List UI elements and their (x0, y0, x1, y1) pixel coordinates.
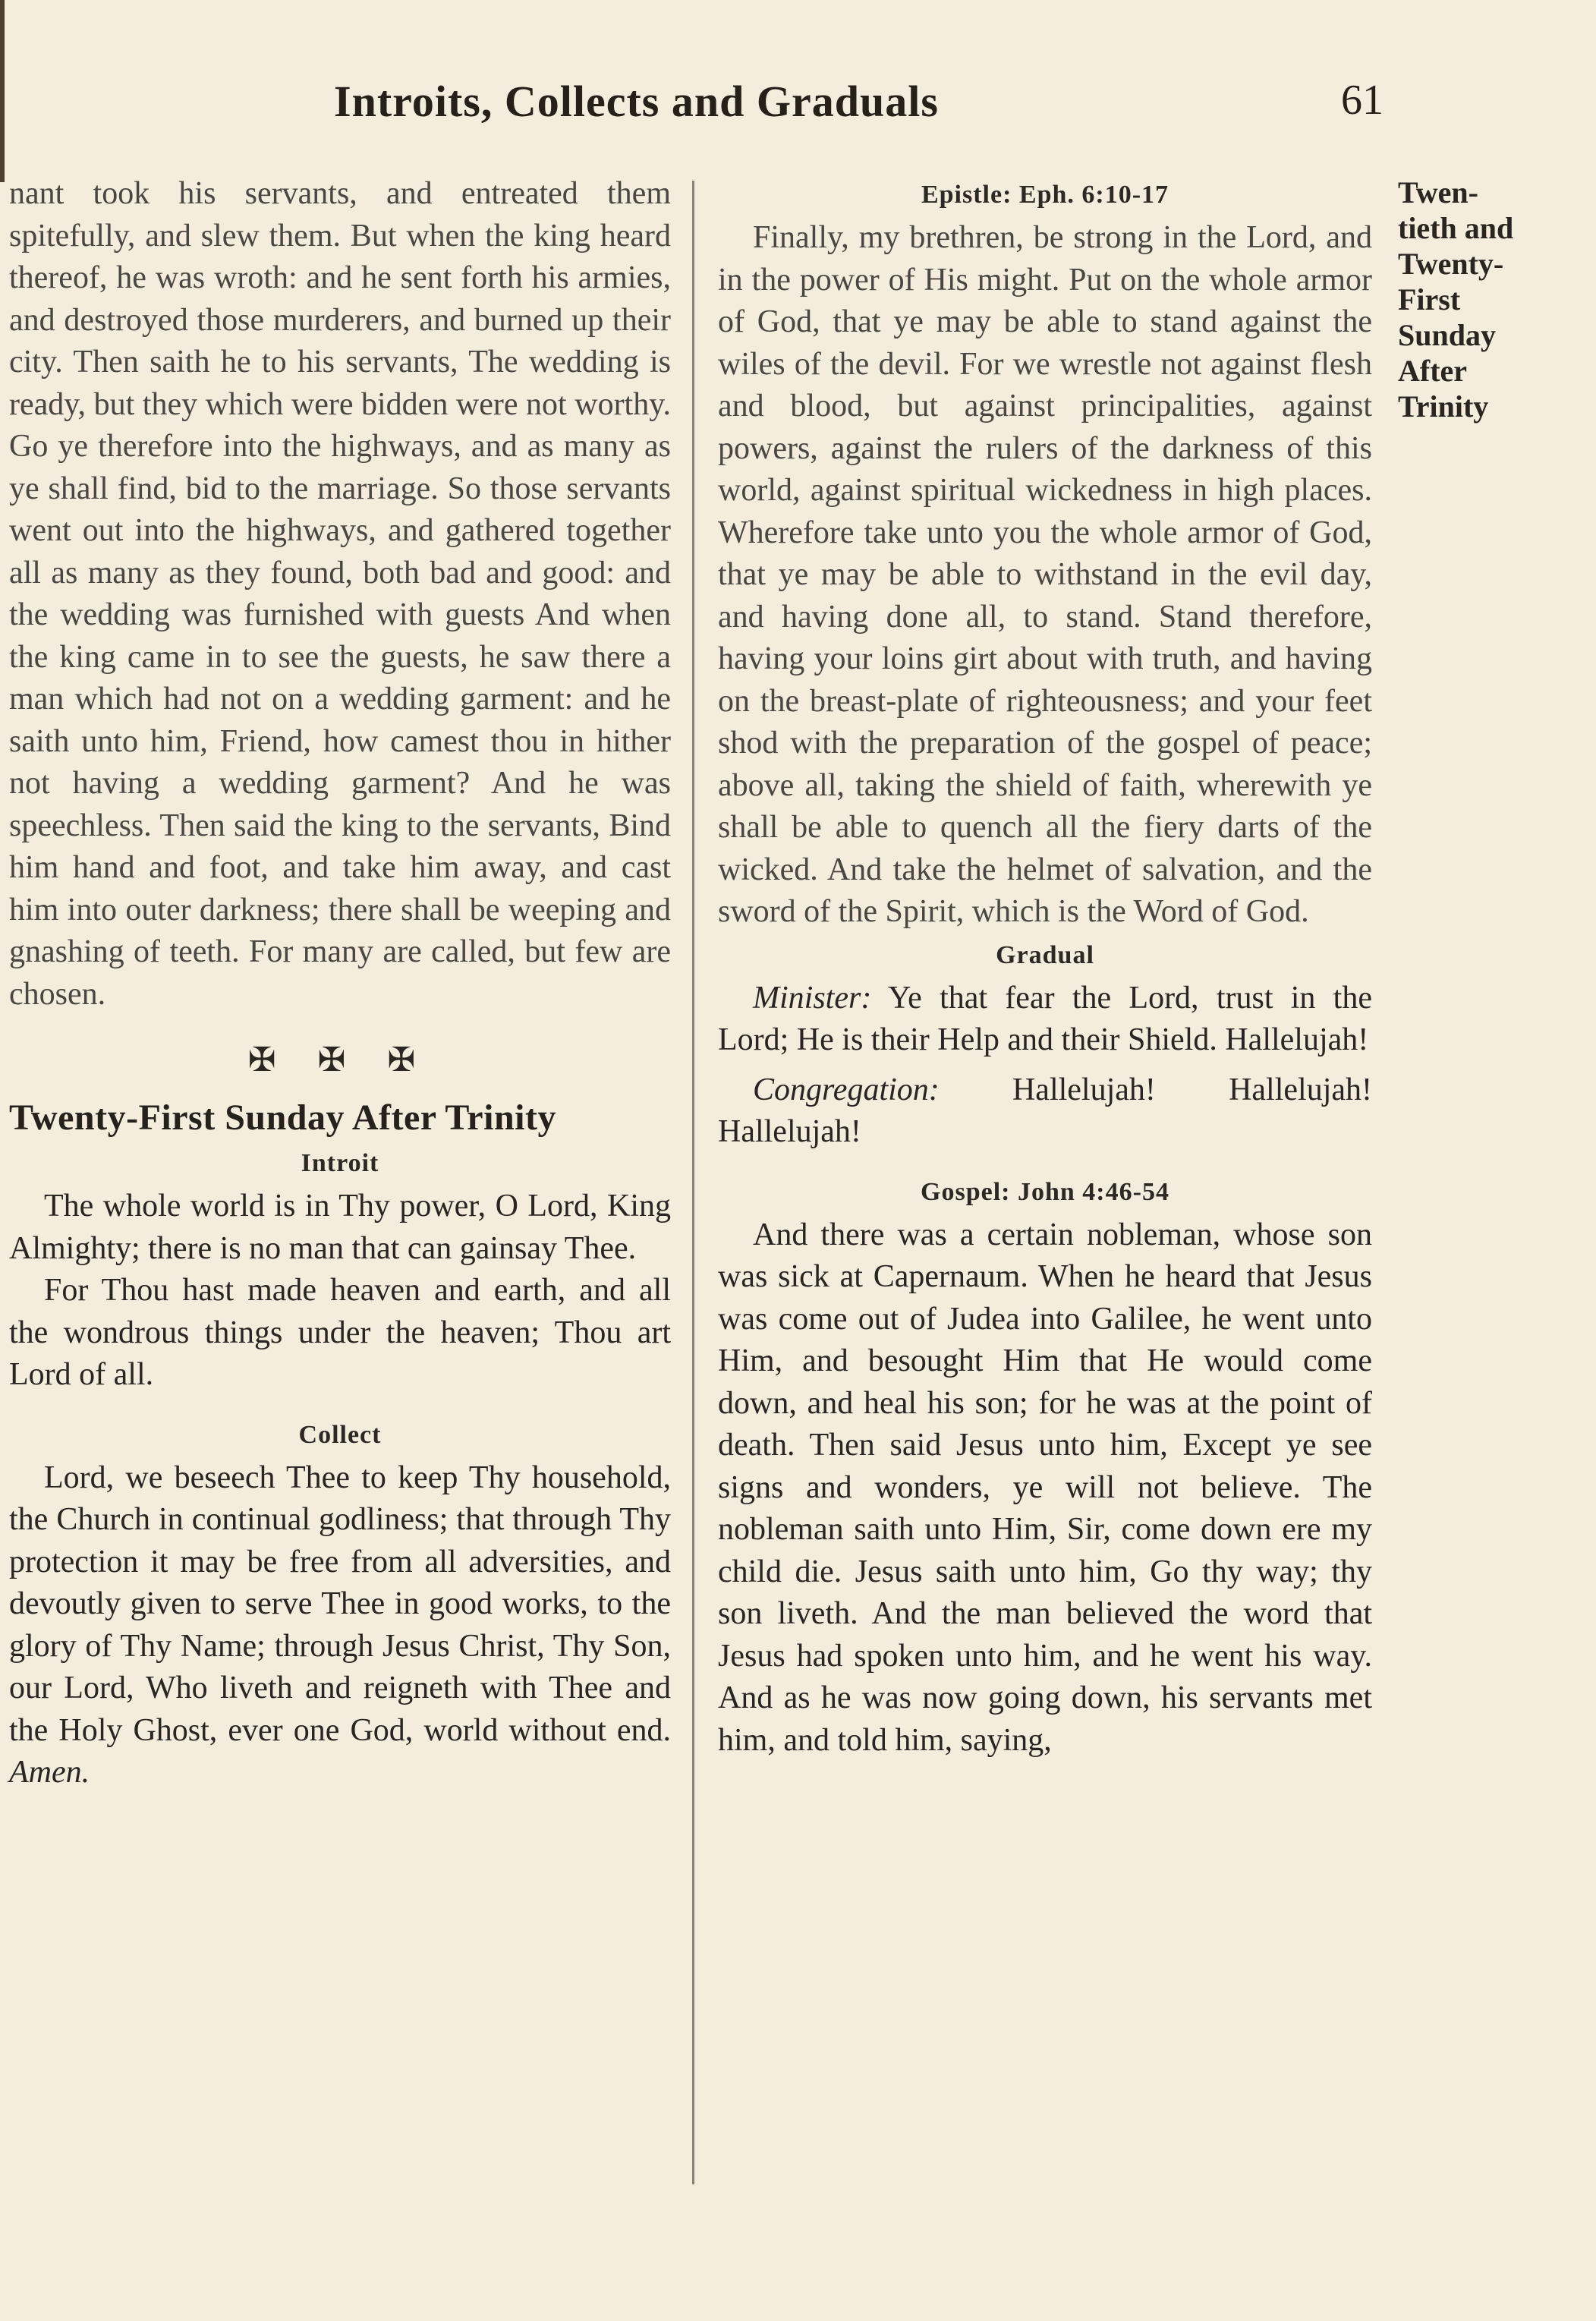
gospel-continuation: nant took his servants, and entreated them spitefully, and slew them. But when the king heard thereof, he was wroth: and he sent forth his armies, and destroyed those murderers, and burned up their city. Then saith he to his servants, The wedding is ready, but they which were bidden were not worthy. Go ye therefore into the highways, and as many as ye shall find, bid to the marriage. So those servants went out into the highways, and gathered together all as many as they found, both bad and good: and the wedding was furnished with guests And when the king came in to see the guests, he saw there a man which had not on a wedding garment: and he saith unto him, Friend, how camest thou in hither not having a wedding garment? And he was speechless. Then said the king to the servants, Bind him hand and foot, and take him away, and cast him into outer darkness; there shall be weeping and gnashing of teeth. For many are called, but few are chosen. (9, 176, 671, 1012)
column-divider (692, 181, 694, 2184)
minister-label: Minister: (753, 980, 872, 1016)
collect-amen: Amen. (9, 1755, 90, 1790)
page-number: 61 (1341, 77, 1384, 124)
sunday-title: Twenty-First Sunday After Trinity (9, 1098, 556, 1138)
right-column (718, 173, 1372, 1762)
gradual-congregation (718, 1069, 1372, 1154)
introit-paragraph-2: For Thou hast made heaven and earth, and all the wondrous things under the heaven; Thou art Lord of all. (9, 1273, 671, 1392)
margin-note-line: After (1398, 354, 1468, 388)
epistle-heading: Epistle: Eph. 6:10-17 (921, 181, 1169, 209)
congregation-label: Congregation: (753, 1072, 940, 1107)
gradual-minister (718, 978, 1372, 1062)
introit-heading: Introit (301, 1149, 379, 1177)
collect-paragraph (9, 1457, 671, 1794)
margin-note-line: Trinity (1398, 389, 1489, 424)
margin-note-line: Twenty- (1398, 247, 1504, 281)
congregation-text: Hallelujah! Hallelujah! Hallelujah! (718, 1072, 1372, 1149)
margin-note-line: Twen- (1398, 175, 1478, 209)
minister-text: Ye that fear the Lord, trust in the Lord; He is their Help and their Shield. Hallelujah! (718, 980, 1372, 1057)
margin-note-line: Sunday (1398, 318, 1496, 352)
collect-text: Lord, we beseech Thee to keep Thy household, the Church in continual godliness; that through Thy protection it may be free from all adversities, and devoutly given to serve Thee in good works, to the glory of Thy Name; through Jesus Christ, Thy Son, our Lord, Who liveth and reigneth with Thee and the Holy Ghost, ever one God, world without end. (9, 1460, 671, 1748)
introit-paragraph-1: The whole world is in Thy power, O Lord, King Almighty; there is no man that can gainsay Thee. (9, 1189, 671, 1266)
left-column (9, 173, 671, 1794)
margin-note-line: tieth and (1398, 211, 1514, 245)
running-head: Introits, Collects and Graduals (334, 77, 939, 126)
collect-heading: Collect (298, 1420, 382, 1449)
margin-note (1398, 175, 1557, 424)
section-ornament: ✠ ✠ ✠ (247, 1041, 433, 1079)
page-binding-edge (0, 0, 5, 182)
gospel-paragraph: And there was a certain nobleman, whose son was sick at Capernaum. When he heard that Jesus was come out of Judea into Galilee, he went unto Him, and besought Him that He would come down, and heal his son; for he was at the point of death. Then said Jesus unto him, Except ye see signs and wonders, ye will not believe. The nobleman saith unto Him, Sir, come down ere my child die. Jesus saith unto him, Go thy way; thy son liveth. And the man believed the word that Jesus had spoken unto him, and he went his way. And as he was now going down, his servants met him, and told him, saying, (718, 1217, 1372, 1758)
epistle-paragraph: Finally, my brethren, be strong in the Lord, and in the power of His might. Put on the whole armor of God, that ye may be able to stand against the wiles of the devil. For we wrestle not against flesh and blood, but against principalities, against powers, against the rulers of the darkness of this world, against spiritual wickedness in high places. Wherefore take unto you the whole armor of God, that ye may be able to withstand in the evil day, and having done all, to stand. Stand therefore, having your loins girt about with truth, and having on the breast-plate of righteousness; and your feet shod with the preparation of the gospel of peace; above all, taking the shield of faith, wherewith ye shall be able to quench all the fiery darts of the wicked. And take the helmet of salvation, and the sword of the Spirit, which is the Word of God. (718, 220, 1372, 929)
gradual-heading: Gradual (996, 940, 1094, 969)
gospel-heading: Gospel: John 4:46-54 (921, 1177, 1169, 1206)
margin-note-line: First (1398, 282, 1461, 316)
